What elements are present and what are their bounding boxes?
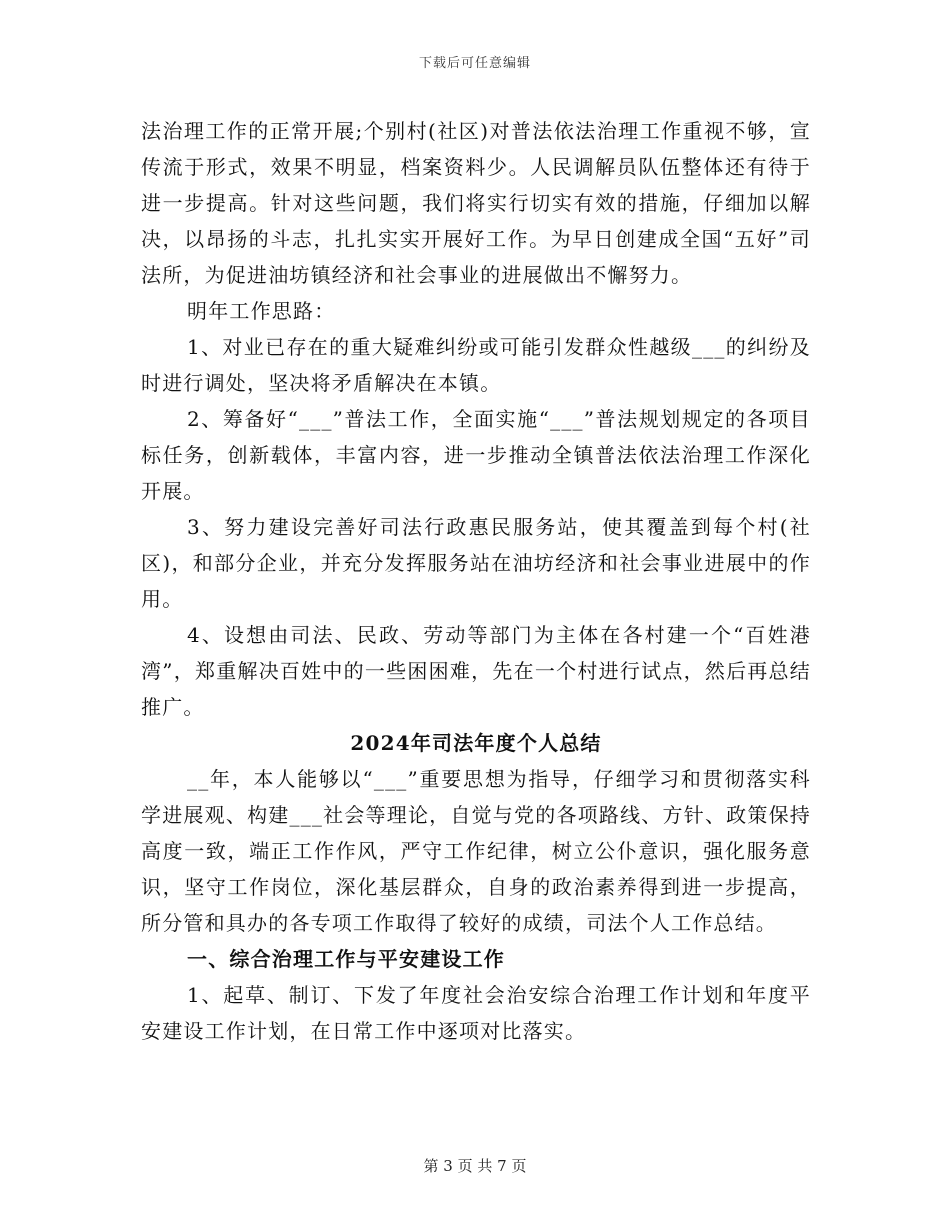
- paragraph: 2、筹备好“___”普法工作，全面实施“___”普法规划规定的各项目标任务，创新载体，丰富内容，进一步推动全镇普法依法治理工作深化开展。: [141, 407, 811, 503]
- paragraph: 明年工作思路：: [187, 299, 336, 323]
- paragraph: __年，本人能够以“___”重要思想为指导，仔细学习和贯彻落实科学进展观、构建___社会等理论，自觉与党的各项路线、方针、政策保持高度一致，端正工作作风，严守工作纪律，树立公仆意识，强化服务意识，坚守工作岗位，深化基层群众，自身的政治素养得到进一步提高，所分管和具办的各专项工作取得了较好的成绩，司法个人工作总结。: [141, 767, 811, 935]
- page-header: 下载后可任意编辑: [418, 56, 531, 71]
- paragraph: 1、对业已存在的重大疑难纠纷或可能引发群众性越级___的纠纷及时进行调处，坚决将矛盾解决在本镇。: [141, 335, 811, 395]
- document-title: 2024年司法年度个人总结: [350, 731, 602, 755]
- section-heading: 一、综合治理工作与平安建设工作: [187, 947, 505, 971]
- page-footer: 第 3 页 共 7 页: [423, 1157, 527, 1175]
- paragraph: 4、设想由司法、民政、劳动等部门为主体在各村建一个“百姓港湾”，郑重解决百姓中的一些困困难，先在一个村进行试点，然后再总结推广。: [141, 623, 811, 719]
- paragraph: 3、努力建设完善好司法行政惠民服务站，使其覆盖到每个村(社区)，和部分企业，并充分发挥服务站在油坊经济和社会事业进展中的作用。: [141, 515, 811, 611]
- paragraph: 1、起草、制订、下发了年度社会治安综合治理工作计划和年度平安建设工作计划，在日常工作中逐项对比落实。: [141, 983, 811, 1043]
- paragraph: 法治理工作的正常开展;个别村(社区)对普法依法治理工作重视不够，宣传流于形式，效果不明显，档案资料少。人民调解员队伍整体还有待于进一步提高。针对这些问题，我们将实行切实有效的措施，仔细加以解决，以昂扬的斗志，扎扎实实开展好工作。为早日创建成全国“五好”司法所，为促进油坊镇经济和社会事业的进展做出不懈努力。: [141, 119, 811, 287]
- document-body: [141, 113, 811, 1049]
